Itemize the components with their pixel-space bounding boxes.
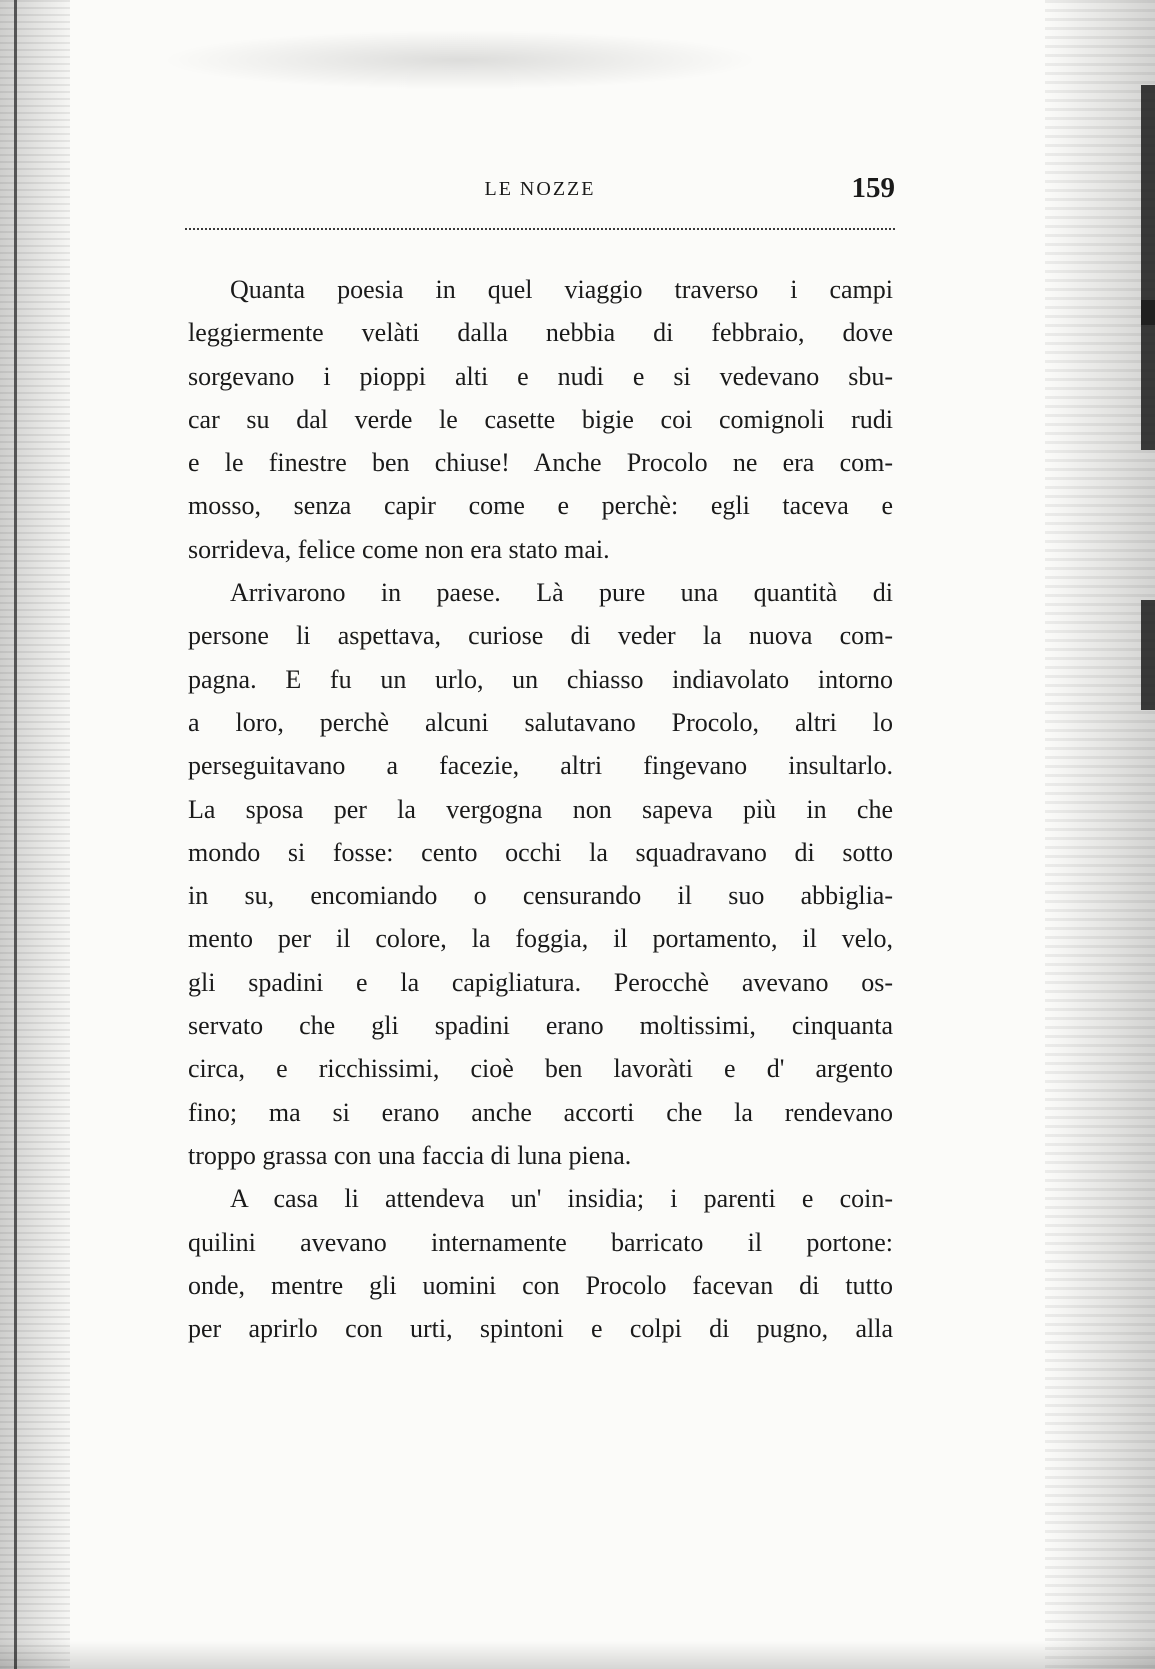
- text-line: sorgevano i pioppi alti e nudi e si vedevano sbu-: [188, 361, 893, 391]
- binding-edge-line: [14, 0, 17, 1669]
- text-line: mondo si fosse: cento occhi la squadravano di sotto: [188, 837, 893, 867]
- header-dotted-rule: [185, 228, 895, 230]
- text-line: A casa li attendeva un' insidia; i parenti e coin-: [230, 1184, 893, 1214]
- text-line: mosso, senza capir come e perchè: egli taceva e: [188, 491, 893, 521]
- text-line: a loro, perchè alcuni salutavano Procolo, altri lo: [188, 707, 893, 737]
- text-line: mento per il colore, la foggia, il portamento, il velo,: [188, 924, 893, 954]
- text-line: sorrideva, felice come non era stato mai.: [188, 534, 610, 564]
- text-line: persone li aspettava, curiose di veder la nuova com-: [188, 621, 893, 651]
- text-line: Quanta poesia in quel viaggio traverso i campi: [230, 275, 893, 304]
- text-line: per aprirlo con urti, spintoni e colpi di pugno, alla: [188, 1314, 893, 1344]
- text-line: car su dal verde le casette bigie coi comignoli rudi: [188, 404, 893, 434]
- right-edge-mark: [1141, 600, 1155, 710]
- running-header: [185, 172, 895, 212]
- right-edge-mark: [1141, 85, 1155, 325]
- top-smudge: [160, 30, 760, 90]
- text-line: troppo grassa con una faccia di luna piena.: [188, 1140, 632, 1170]
- text-line: Arrivarono in paese. Là pure una quantità di: [230, 578, 893, 608]
- text-line: circa, e ricchissimi, cioè ben lavoràti e d' argento: [188, 1054, 893, 1084]
- text-line: pagna. E fu un urlo, un chiasso indiavolato intorno: [188, 664, 893, 694]
- body-text: [188, 268, 893, 1350]
- text-line: gli spadini e la capigliatura. Perocchè avevano os-: [188, 967, 893, 997]
- text-line: e le finestre ben chiuse! Anche Procolo ne era com-: [188, 448, 893, 478]
- text-line: servato che gli spadini erano moltissimi, cinquanta: [188, 1011, 893, 1041]
- text-line: leggiermente velàti dalla nebbia di febbraio, dove: [188, 318, 893, 348]
- running-title: LE NOZZE: [484, 178, 596, 200]
- text-line: quilini avevano internamente barricato il portone:: [188, 1227, 893, 1257]
- text-line: fino; ma si erano anche accorti che la rendevano: [188, 1097, 893, 1127]
- right-edge-mark: [1141, 300, 1155, 450]
- left-page-edge-shadow: [0, 0, 70, 1669]
- text-line: onde, mentre gli uomini con Procolo facevan di tutto: [188, 1270, 893, 1300]
- right-page-edge-shadow: [1045, 0, 1155, 1669]
- text-line: in su, encomiando o censurando il suo abbiglia-: [188, 881, 893, 911]
- text-line: La sposa per la vergogna non sapeva più in che: [188, 794, 893, 824]
- bottom-page-edge-shadow: [0, 1641, 1155, 1669]
- page-number: 159: [851, 172, 895, 204]
- text-line: perseguitavano a facezie, altri fingevano insultarlo.: [188, 751, 893, 781]
